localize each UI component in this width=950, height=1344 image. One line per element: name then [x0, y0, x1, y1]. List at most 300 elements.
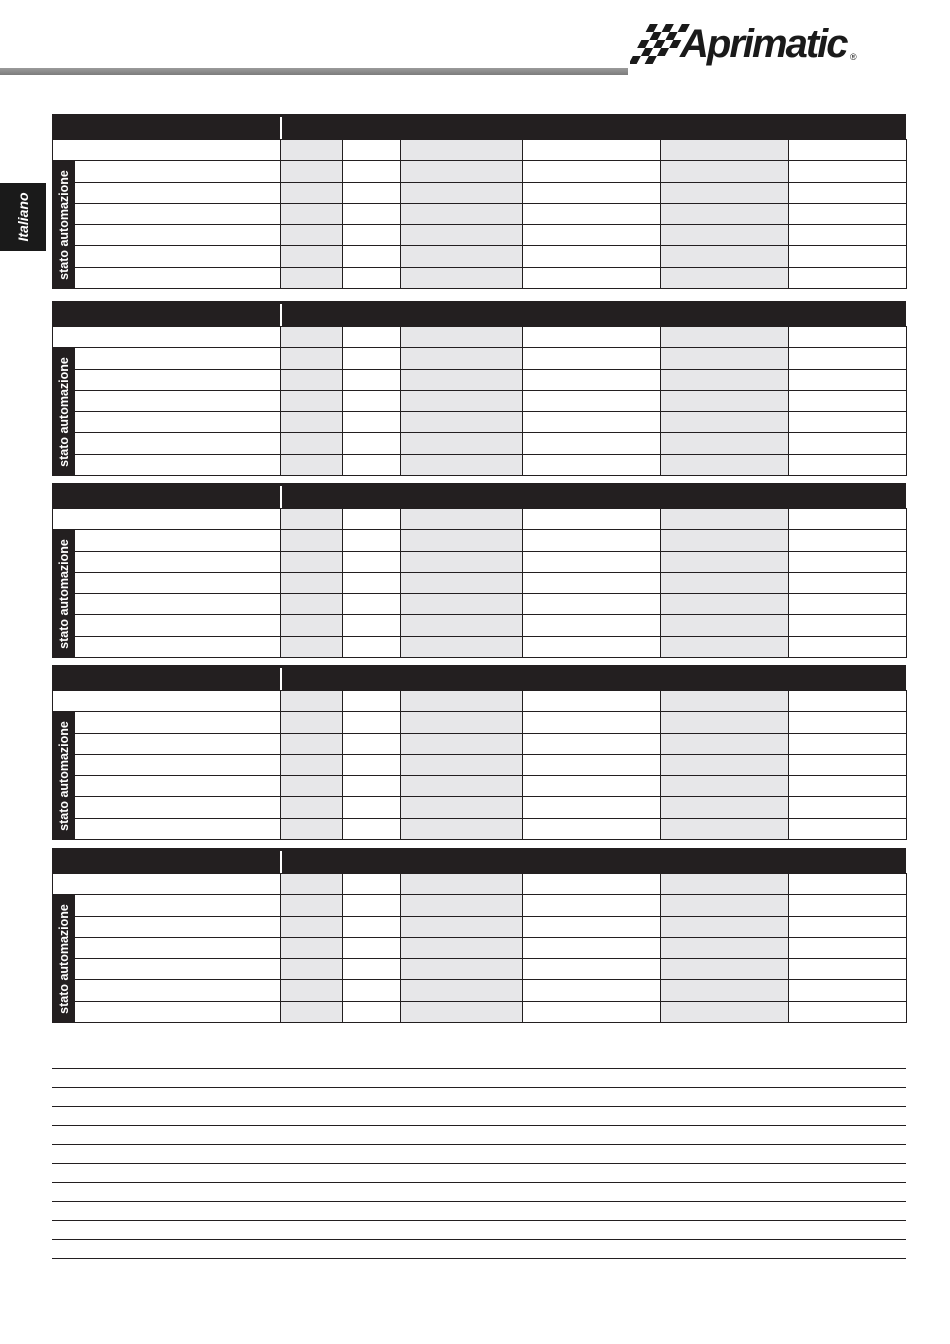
row-label-cell[interactable] [53, 937, 281, 958]
value-cell[interactable] [281, 182, 343, 203]
value-cell[interactable] [401, 572, 523, 593]
value-cell[interactable] [661, 348, 789, 369]
value-cell[interactable] [401, 509, 523, 530]
value-cell[interactable] [661, 390, 789, 411]
header-divider [280, 486, 282, 508]
table-row [53, 509, 907, 530]
value-cell[interactable] [401, 161, 523, 182]
value-cell[interactable] [401, 733, 523, 754]
value-cell[interactable] [343, 203, 401, 224]
table-row [53, 390, 907, 411]
value-cell[interactable] [789, 712, 907, 733]
value-cell[interactable] [661, 895, 789, 916]
value-cell[interactable] [661, 572, 789, 593]
value-cell[interactable] [789, 246, 907, 267]
notes-area [52, 1068, 906, 1277]
note-line[interactable] [52, 1220, 906, 1239]
row-label-cell[interactable] [53, 733, 281, 754]
row-label-cell[interactable] [53, 551, 281, 572]
note-line[interactable] [52, 1163, 906, 1182]
value-cell[interactable] [281, 754, 343, 775]
value-cell[interactable] [661, 161, 789, 182]
value-cell[interactable] [343, 895, 401, 916]
value-cell[interactable] [661, 980, 789, 1001]
value-cell[interactable] [281, 225, 343, 246]
value-cell[interactable] [523, 412, 661, 433]
value-cell[interactable] [523, 691, 661, 712]
row-label-cell[interactable] [53, 1001, 281, 1022]
value-cell[interactable] [523, 937, 661, 958]
value-cell[interactable] [343, 874, 401, 895]
note-line[interactable] [52, 1201, 906, 1220]
value-cell[interactable] [343, 182, 401, 203]
value-cell[interactable] [401, 348, 523, 369]
side-label-bar [52, 711, 75, 840]
value-cell[interactable] [523, 818, 661, 839]
value-cell[interactable] [523, 161, 661, 182]
value-cell[interactable] [523, 754, 661, 775]
value-cell[interactable] [661, 1001, 789, 1022]
value-cell[interactable] [401, 203, 523, 224]
value-cell[interactable] [281, 615, 343, 636]
registered-mark: ® [850, 52, 857, 62]
table-row [53, 369, 907, 390]
table-row [53, 818, 907, 839]
value-cell[interactable] [401, 636, 523, 657]
value-cell[interactable] [661, 636, 789, 657]
row-label-cell[interactable] [53, 390, 281, 411]
value-cell[interactable] [401, 390, 523, 411]
value-cell[interactable] [789, 754, 907, 775]
value-cell[interactable] [523, 140, 661, 161]
value-cell[interactable] [789, 636, 907, 657]
table-row [53, 691, 907, 712]
value-cell[interactable] [401, 818, 523, 839]
value-cell[interactable] [789, 161, 907, 182]
value-cell[interactable] [523, 636, 661, 657]
table-row [53, 754, 907, 775]
value-cell[interactable] [523, 509, 661, 530]
row-label-cell[interactable] [53, 572, 281, 593]
value-cell[interactable] [281, 551, 343, 572]
note-line[interactable] [52, 1125, 906, 1144]
value-cell[interactable] [789, 895, 907, 916]
value-cell[interactable] [401, 754, 523, 775]
value-cell[interactable] [343, 691, 401, 712]
table-row [53, 895, 907, 916]
value-cell[interactable] [661, 594, 789, 615]
value-cell[interactable] [401, 412, 523, 433]
value-cell[interactable] [343, 916, 401, 937]
value-cell[interactable] [343, 225, 401, 246]
value-cell[interactable] [661, 691, 789, 712]
table-row [53, 776, 907, 797]
value-cell[interactable] [401, 980, 523, 1001]
value-cell[interactable] [789, 369, 907, 390]
row-label-cell[interactable] [53, 776, 281, 797]
value-cell[interactable] [789, 874, 907, 895]
table-row [53, 615, 907, 636]
value-cell[interactable] [661, 267, 789, 288]
value-cell[interactable] [523, 1001, 661, 1022]
block-header [52, 114, 906, 139]
value-cell[interactable] [343, 594, 401, 615]
table-row [53, 797, 907, 818]
value-cell[interactable] [523, 390, 661, 411]
value-cell[interactable] [523, 980, 661, 1001]
row-label-cell[interactable] [53, 530, 281, 551]
row-label-cell[interactable] [53, 327, 281, 348]
table-row [53, 937, 907, 958]
value-cell[interactable] [343, 369, 401, 390]
row-label-cell[interactable] [53, 412, 281, 433]
value-cell[interactable] [661, 140, 789, 161]
value-cell[interactable] [523, 203, 661, 224]
value-cell[interactable] [401, 615, 523, 636]
value-cell[interactable] [401, 691, 523, 712]
value-cell[interactable] [401, 776, 523, 797]
form-block [52, 848, 906, 1023]
value-cell[interactable] [789, 937, 907, 958]
value-cell[interactable] [523, 615, 661, 636]
row-label-cell[interactable] [53, 691, 281, 712]
value-cell[interactable] [661, 797, 789, 818]
value-cell[interactable] [661, 369, 789, 390]
value-cell[interactable] [789, 594, 907, 615]
value-cell[interactable] [661, 712, 789, 733]
value-cell[interactable] [281, 433, 343, 454]
note-line[interactable] [52, 1182, 906, 1201]
row-label-cell[interactable] [53, 225, 281, 246]
value-cell[interactable] [789, 140, 907, 161]
side-label: stato automazione [56, 356, 71, 467]
value-cell[interactable] [789, 733, 907, 754]
value-cell[interactable] [343, 454, 401, 475]
value-cell[interactable] [661, 412, 789, 433]
value-cell[interactable] [281, 509, 343, 530]
table-row [53, 327, 907, 348]
value-cell[interactable] [523, 712, 661, 733]
row-label-cell[interactable] [53, 454, 281, 475]
block-grid [52, 508, 907, 658]
value-cell[interactable] [789, 615, 907, 636]
value-cell[interactable] [401, 246, 523, 267]
value-cell[interactable] [343, 818, 401, 839]
value-cell[interactable] [343, 267, 401, 288]
value-cell[interactable] [281, 916, 343, 937]
row-label-cell[interactable] [53, 161, 281, 182]
value-cell[interactable] [401, 959, 523, 980]
value-cell[interactable] [343, 937, 401, 958]
value-cell[interactable] [789, 1001, 907, 1022]
value-cell[interactable] [789, 797, 907, 818]
value-cell[interactable] [281, 636, 343, 657]
header-divider [280, 117, 282, 139]
value-cell[interactable] [281, 1001, 343, 1022]
value-cell[interactable] [661, 776, 789, 797]
row-label-cell[interactable] [53, 348, 281, 369]
row-label-cell[interactable] [53, 754, 281, 775]
table-row [53, 140, 907, 161]
value-cell[interactable] [661, 818, 789, 839]
value-cell[interactable] [343, 572, 401, 593]
value-cell[interactable] [523, 959, 661, 980]
form-block [52, 483, 906, 658]
value-cell[interactable] [661, 530, 789, 551]
block-header [52, 848, 906, 873]
value-cell[interactable] [401, 267, 523, 288]
row-label-cell[interactable] [53, 246, 281, 267]
form-block [52, 665, 906, 840]
side-label-bar [52, 160, 75, 289]
value-cell[interactable] [661, 874, 789, 895]
value-cell[interactable] [281, 895, 343, 916]
value-cell[interactable] [523, 182, 661, 203]
value-cell[interactable] [523, 776, 661, 797]
value-cell[interactable] [661, 203, 789, 224]
value-cell[interactable] [343, 161, 401, 182]
value-cell[interactable] [661, 454, 789, 475]
value-cell[interactable] [661, 959, 789, 980]
value-cell[interactable] [343, 636, 401, 657]
row-label-cell[interactable] [53, 203, 281, 224]
value-cell[interactable] [401, 140, 523, 161]
value-cell[interactable] [401, 327, 523, 348]
value-cell[interactable] [661, 182, 789, 203]
row-label-cell[interactable] [53, 712, 281, 733]
value-cell[interactable] [281, 712, 343, 733]
value-cell[interactable] [281, 594, 343, 615]
value-cell[interactable] [281, 203, 343, 224]
row-label-cell[interactable] [53, 818, 281, 839]
value-cell[interactable] [789, 182, 907, 203]
value-cell[interactable] [523, 797, 661, 818]
value-cell[interactable] [523, 551, 661, 572]
value-cell[interactable] [281, 348, 343, 369]
value-cell[interactable] [281, 412, 343, 433]
value-cell[interactable] [343, 433, 401, 454]
side-label: stato automazione [56, 538, 71, 649]
table-row [53, 161, 907, 182]
value-cell[interactable] [343, 348, 401, 369]
value-cell[interactable] [789, 390, 907, 411]
table-row [53, 636, 907, 657]
value-cell[interactable] [281, 140, 343, 161]
value-cell[interactable] [281, 572, 343, 593]
value-cell[interactable] [789, 348, 907, 369]
block-grid [52, 326, 907, 476]
value-cell[interactable] [401, 225, 523, 246]
value-cell[interactable] [789, 327, 907, 348]
value-cell[interactable] [281, 776, 343, 797]
block-grid [52, 873, 907, 1023]
value-cell[interactable] [281, 980, 343, 1001]
value-cell[interactable] [281, 327, 343, 348]
value-cell[interactable] [343, 390, 401, 411]
form-block [52, 114, 906, 289]
value-cell[interactable] [343, 327, 401, 348]
value-cell[interactable] [281, 797, 343, 818]
value-cell[interactable] [343, 754, 401, 775]
value-cell[interactable] [401, 551, 523, 572]
value-cell[interactable] [281, 267, 343, 288]
side-label: stato automazione [56, 903, 71, 1014]
value-cell[interactable] [523, 246, 661, 267]
value-cell[interactable] [401, 454, 523, 475]
value-cell[interactable] [523, 433, 661, 454]
value-cell[interactable] [789, 412, 907, 433]
value-cell[interactable] [401, 895, 523, 916]
note-line[interactable] [52, 1258, 906, 1277]
value-cell[interactable] [343, 980, 401, 1001]
value-cell[interactable] [523, 594, 661, 615]
value-cell[interactable] [343, 712, 401, 733]
value-cell[interactable] [523, 327, 661, 348]
value-cell[interactable] [523, 895, 661, 916]
value-cell[interactable] [789, 818, 907, 839]
row-label-cell[interactable] [53, 797, 281, 818]
value-cell[interactable] [789, 572, 907, 593]
value-cell[interactable] [343, 551, 401, 572]
value-cell[interactable] [281, 691, 343, 712]
value-cell[interactable] [401, 594, 523, 615]
value-cell[interactable] [523, 733, 661, 754]
brand-name: Aprimatic [680, 22, 847, 66]
note-line[interactable] [52, 1239, 906, 1258]
value-cell[interactable] [789, 225, 907, 246]
value-cell[interactable] [281, 454, 343, 475]
value-cell[interactable] [401, 369, 523, 390]
value-cell[interactable] [661, 615, 789, 636]
value-cell[interactable] [401, 937, 523, 958]
value-cell[interactable] [343, 615, 401, 636]
value-cell[interactable] [343, 776, 401, 797]
value-cell[interactable] [789, 433, 907, 454]
value-cell[interactable] [661, 246, 789, 267]
side-label-bar [52, 347, 75, 476]
value-cell[interactable] [523, 874, 661, 895]
table-row [53, 874, 907, 895]
side-label-bar [52, 894, 75, 1023]
value-cell[interactable] [281, 530, 343, 551]
value-cell[interactable] [523, 348, 661, 369]
value-cell[interactable] [789, 551, 907, 572]
note-line[interactable] [52, 1068, 906, 1087]
row-label-cell[interactable] [53, 594, 281, 615]
row-label-cell[interactable] [53, 916, 281, 937]
value-cell[interactable] [343, 733, 401, 754]
value-cell[interactable] [401, 182, 523, 203]
row-label-cell[interactable] [53, 182, 281, 203]
row-label-cell[interactable] [53, 369, 281, 390]
value-cell[interactable] [661, 509, 789, 530]
value-cell[interactable] [401, 797, 523, 818]
value-cell[interactable] [661, 754, 789, 775]
row-label-cell[interactable] [53, 980, 281, 1001]
value-cell[interactable] [281, 369, 343, 390]
table-row [53, 572, 907, 593]
value-cell[interactable] [401, 433, 523, 454]
value-cell[interactable] [789, 691, 907, 712]
table-row [53, 551, 907, 572]
value-cell[interactable] [661, 433, 789, 454]
value-cell[interactable] [281, 874, 343, 895]
value-cell[interactable] [661, 327, 789, 348]
value-cell[interactable] [281, 733, 343, 754]
block-header [52, 483, 906, 508]
row-label-cell[interactable] [53, 895, 281, 916]
value-cell[interactable] [401, 874, 523, 895]
row-label-cell[interactable] [53, 874, 281, 895]
value-cell[interactable] [343, 1001, 401, 1022]
value-cell[interactable] [523, 916, 661, 937]
note-line[interactable] [52, 1087, 906, 1106]
table-row [53, 530, 907, 551]
value-cell[interactable] [281, 161, 343, 182]
value-cell[interactable] [401, 1001, 523, 1022]
value-cell[interactable] [523, 369, 661, 390]
value-cell[interactable] [343, 509, 401, 530]
note-line[interactable] [52, 1144, 906, 1163]
value-cell[interactable] [661, 225, 789, 246]
value-cell[interactable] [281, 959, 343, 980]
value-cell[interactable] [281, 246, 343, 267]
table-row [53, 454, 907, 475]
value-cell[interactable] [661, 916, 789, 937]
value-cell[interactable] [789, 454, 907, 475]
note-line[interactable] [52, 1106, 906, 1125]
row-label-cell[interactable] [53, 433, 281, 454]
row-label-cell[interactable] [53, 509, 281, 530]
value-cell[interactable] [343, 530, 401, 551]
value-cell[interactable] [661, 551, 789, 572]
value-cell[interactable] [789, 916, 907, 937]
value-cell[interactable] [789, 267, 907, 288]
row-label-cell[interactable] [53, 267, 281, 288]
value-cell[interactable] [281, 390, 343, 411]
table-row [53, 594, 907, 615]
value-cell[interactable] [789, 980, 907, 1001]
value-cell[interactable] [523, 530, 661, 551]
value-cell[interactable] [401, 916, 523, 937]
value-cell[interactable] [343, 412, 401, 433]
row-label-cell[interactable] [53, 959, 281, 980]
value-cell[interactable] [523, 225, 661, 246]
row-label-cell[interactable] [53, 140, 281, 161]
value-cell[interactable] [343, 959, 401, 980]
value-cell[interactable] [343, 797, 401, 818]
value-cell[interactable] [789, 776, 907, 797]
header-divider [280, 668, 282, 690]
value-cell[interactable] [789, 203, 907, 224]
row-label-cell[interactable] [53, 615, 281, 636]
value-cell[interactable] [281, 818, 343, 839]
value-cell[interactable] [523, 454, 661, 475]
value-cell[interactable] [789, 530, 907, 551]
value-cell[interactable] [789, 509, 907, 530]
value-cell[interactable] [343, 140, 401, 161]
value-cell[interactable] [523, 572, 661, 593]
value-cell[interactable] [401, 530, 523, 551]
row-label-cell[interactable] [53, 636, 281, 657]
value-cell[interactable] [281, 937, 343, 958]
value-cell[interactable] [523, 267, 661, 288]
value-cell[interactable] [789, 959, 907, 980]
value-cell[interactable] [661, 733, 789, 754]
value-cell[interactable] [661, 937, 789, 958]
value-cell[interactable] [401, 712, 523, 733]
value-cell[interactable] [343, 246, 401, 267]
